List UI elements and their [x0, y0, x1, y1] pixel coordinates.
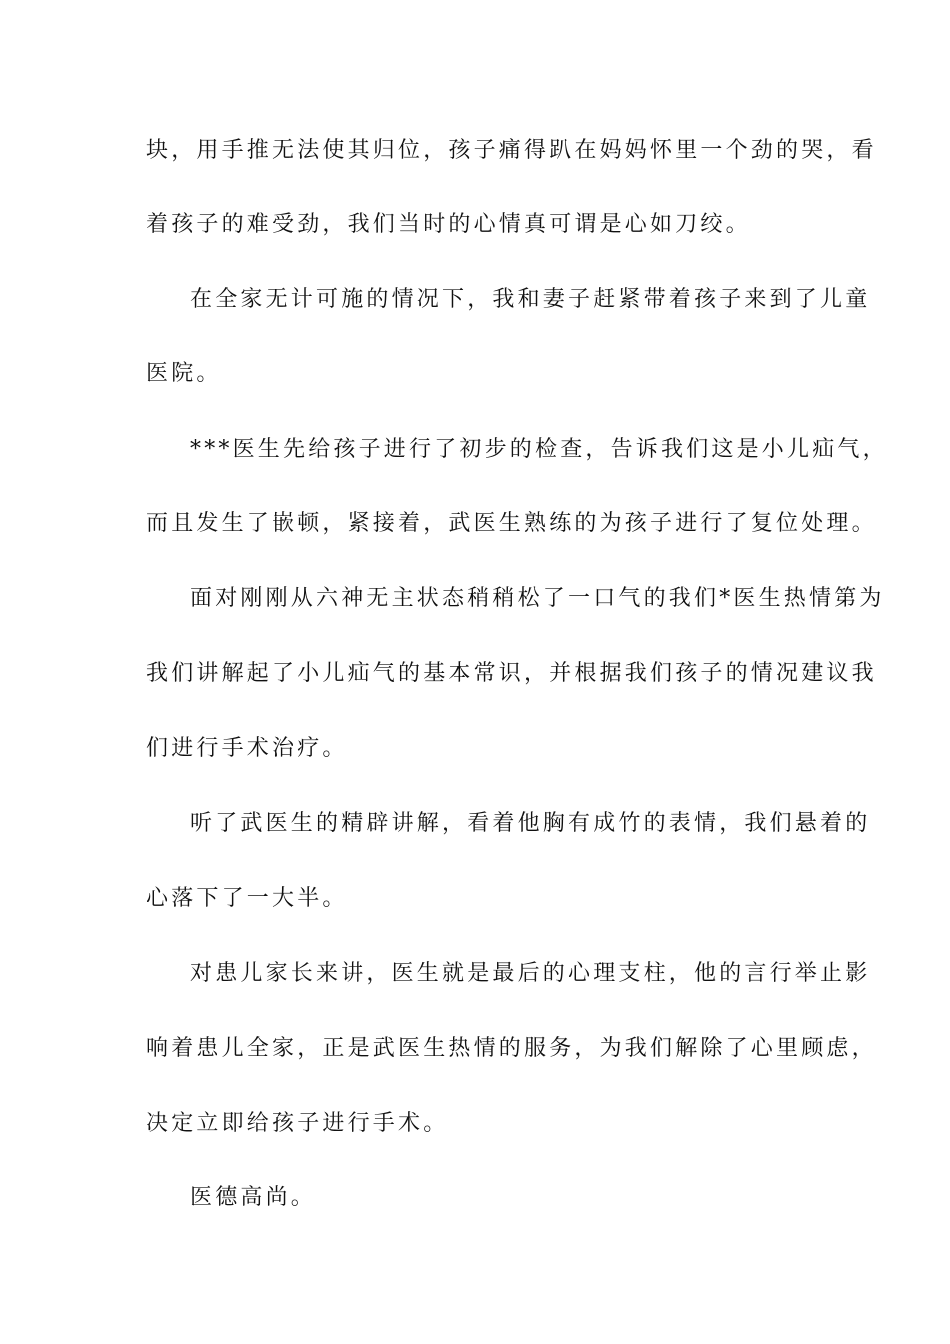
paragraph-start-line: 医德高尚。 — [190, 1185, 317, 1210]
text-line: 我们讲解起了小儿疝气的基本常识，并根据我们孩子的情况建议我 — [146, 661, 877, 686]
paragraph-start-line: ***医生先给孩子进行了初步的检查，告诉我们这是小儿疝气， — [190, 437, 888, 462]
text-line: 块，用手推无法使其归位，孩子痛得趴在妈妈怀里一个劲的哭，看 — [146, 138, 877, 163]
text-line: 响着患儿全家，正是武医生热情的服务，为我们解除了心里顾虑， — [146, 1036, 877, 1061]
text-line: 心落下了一大半。 — [146, 886, 348, 911]
text-line: 决定立即给孩子进行手术。 — [146, 1111, 449, 1136]
text-line: 们进行手术治疗。 — [146, 736, 348, 761]
text-line: 而且发生了嵌顿，紧接着，武医生熟练的为孩子进行了复位处理。 — [146, 511, 877, 536]
paragraph-start-line: 在全家无计可施的情况下，我和妻子赶紧带着孩子来到了儿童 — [190, 287, 871, 312]
paragraph-start-line: 对患儿家长来讲，医生就是最后的心理支柱，他的言行举止影 — [190, 961, 871, 986]
paragraph-start-line: 面对刚刚从六神无主状态稍稍松了一口气的我们*医生热情第为 — [190, 586, 885, 611]
text-line: 着孩子的难受劲，我们当时的心情真可谓是心如刀绞。 — [146, 212, 751, 237]
paragraph-start-line: 听了武医生的精辟讲解，看着他胸有成竹的表情，我们悬着的 — [190, 811, 871, 836]
text-line: 医院。 — [146, 361, 222, 386]
